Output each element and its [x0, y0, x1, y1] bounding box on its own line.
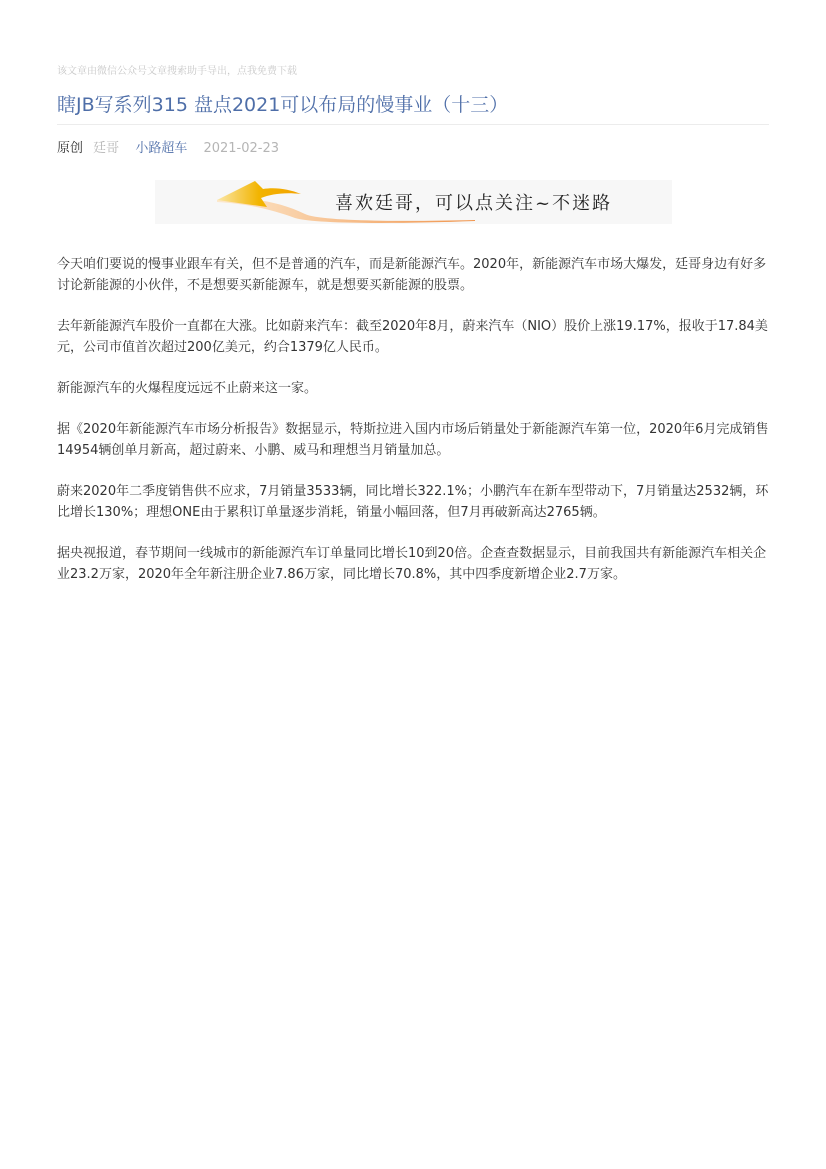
paragraph: 据央视报道，春节期间一线城市的新能源汽车订单量同比增长10到20倍。企查查数据显示，目前我国共有新能源汽车相关企业23.2万家，2020年全年新注册企业7.86万家，同比增长70.8%，其中四季度新增企业2.7万家。: [57, 546, 767, 582]
account-link[interactable]: 小路超车: [135, 141, 188, 156]
export-note-link[interactable]: 该文章由微信公众号文章搜索助手导出，点我免费下载: [57, 66, 297, 77]
publish-date: 2021-02-23: [203, 141, 280, 156]
paragraph: 据《2020年新能源汽车市场分析报告》数据显示，特斯拉进入国内市场后销量处于新能源汽车第一位，2020年6月完成销售14954辆创单月新高，超过蔚来、小鹏、威马和理想当月销量加总。: [57, 422, 769, 458]
author-name: 廷哥: [93, 141, 120, 156]
title-divider: [57, 124, 769, 125]
banner-text: 喜欢廷哥，可以点关注~不迷路: [335, 193, 613, 214]
paragraph: 去年新能源汽车股价一直都在大涨。比如蔚来汽车：截至2020年8月，蔚来汽车（NIO）股价上涨19.17%，报收于17.84美元，公司市值首次超过200亿美元，约合1379亿人民币。: [57, 319, 768, 355]
article-body: [57, 254, 769, 605]
paragraph: 蔚来2020年二季度销售供不应求，7月销量3533辆，同比增长322.1%；小鹏汽车在新车型带动下，7月销量达2532辆，环比增长130%；理想ONE由于累积订单量逐步消耗，销量小幅回落，但7月再破新高达2765辆。: [57, 484, 769, 520]
article-title: 瞎JB写系列315 盘点2021可以布局的慢事业（十三）: [57, 94, 509, 116]
original-badge: 原创: [57, 141, 84, 156]
article-meta: [57, 140, 279, 158]
follow-banner: [155, 180, 672, 224]
paragraph: 今天咱们要说的慢事业跟车有关，但不是普通的汽车，而是新能源汽车。2020年，新能源汽车市场大爆发，廷哥身边有好多讨论新能源的小伙伴，不是想要买新能源车，就是想要买新能源的股票。: [57, 257, 767, 293]
paragraph: 新能源汽车的火爆程度远远不止蔚来这一家。: [57, 381, 318, 396]
